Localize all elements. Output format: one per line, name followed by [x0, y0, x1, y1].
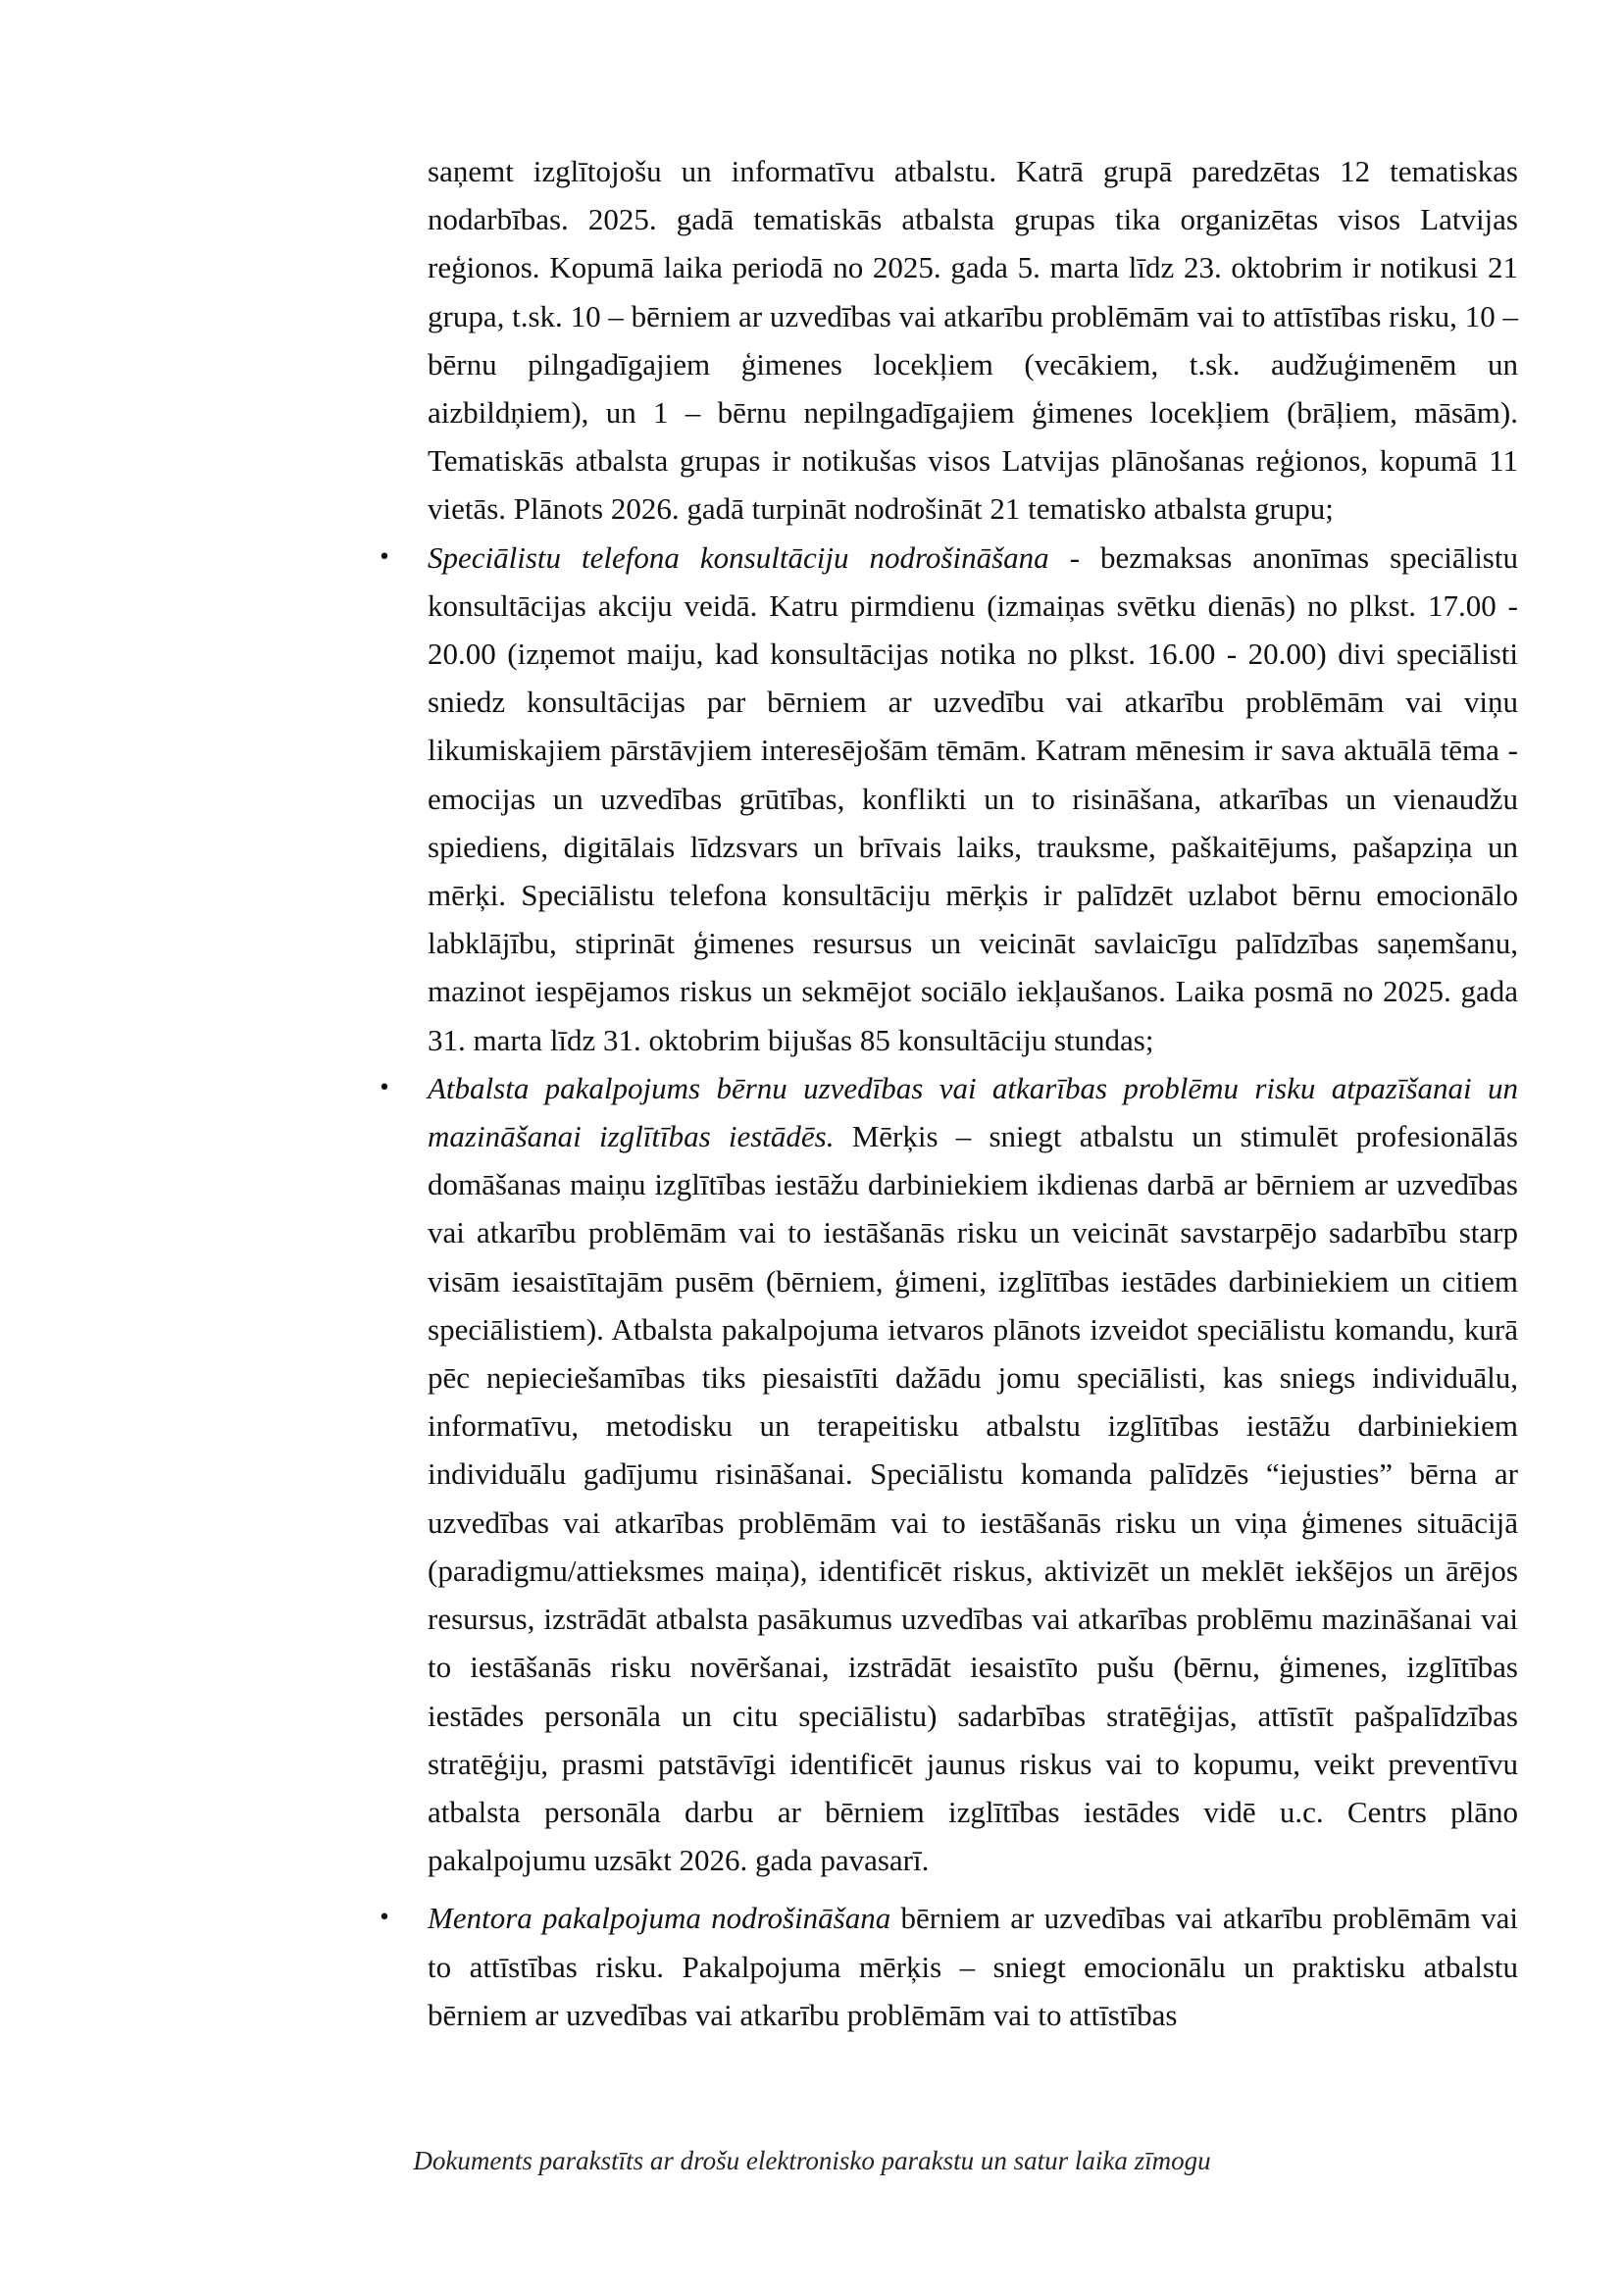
list-item-text [428, 1894, 1518, 2039]
list-item-phone-consultations [378, 534, 1518, 1064]
bullet-icon: • [378, 1906, 391, 1931]
list-item-title: Atbalsta pakalpojums bērnu uzvedības vai atkarības problēmu risku atpazīšanai un mazināšanai izglītības iestādēs. [428, 1070, 1518, 1154]
list-item-body: bērniem ar uzvedības vai atkarību problēmām vai to attīstības risku. Pakalpojuma mērķis – sniegt emocionālu un praktisku atbalstu bērniem ar uzvedības vai atkarību problēmām vai to attīstības [428, 1901, 1518, 2032]
list-item-text [428, 534, 1518, 1064]
list-item-school-support-service [378, 1064, 1518, 1884]
list-item-body: Mērķis – sniegt atbalstu un stimulēt profesionālās domāšanas maiņu izglītības iestāžu darbiniekiem ikdienas darbā ar bērniem ar uzvedības vai atkarību problēmām vai to iestāšanās risku un veicināt savstarpējo sadarbību starp visām iesaistītajām pusēm (bērniem, ģimeni, izglītības iestādes darbiniekiem un citiem speciālistiem). Atbalsta pakalpojuma ietvaros plānots izveidot speciālistu komandu, kurā pēc nepieciešamības tiks piesaistīti dažādu jomu speciālisti, kas sniegs individuālu, informatīvu, metodisku un terapeitisku atbalstu izglītības iestāžu darbiniekiem individuālu gadījumu risināšanai. Speciālistu komanda palīdzēs “iejusties” bērna ar uzvedības vai atkarības problēmām vai to iestāšanās risku un viņa ģimenes situācijā (paradigmu/attieksmes maiņa), identificēt riskus, aktivizēt un meklēt iekšējos un ārējos resursus, izstrādāt atbalsta pasākumus uzvedības vai atkarības problēmu mazināšanai vai to iestāšanās risku novēršanai, izstrādāt iesaistīto pušu (bērnu, ģimenes, izglītības iestādes personāla un citu speciālistu) sadarbības stratēģijas, attīstīt pašpalīdzības stratēģiju, prasmi patstāvīgi identificēt jaunus riskus vai to kopumu, veikt preventīvu atbalsta personāla darbu ar bērniem izglītības iestādes vidē u.c. Centrs plāno pakalpojumu uzsākt 2026. gada pavasarī. [428, 1119, 1518, 1878]
bullet-icon: • [378, 544, 391, 570]
bullet-icon: • [378, 1075, 391, 1100]
document-body [378, 147, 1518, 2039]
list-item-mentor-service [378, 1894, 1518, 2039]
signature-footer: Dokuments parakstīts ar drošu elektronisko parakstu un satur laika zīmogu [413, 2146, 1211, 2175]
list-item-title: Speciālistu telefona konsultāciju nodrošināšana [428, 539, 1049, 575]
continuation-paragraph: saņemt izglītojošu un informatīvu atbalstu. Katrā grupā paredzētas 12 tematiskas nodarbības. 2025. gadā tematiskās atbalsta grupas tika organizētas visos Latvijas reģionos. Kopumā laika periodā no 2025. gada 5. marta līdz 23. oktobrim ir notikusi 21 grupa, t.sk. 10 – bērniem ar uzvedības vai atkarību problēmām vai to attīstības risku, 10 – bērnu pilngadīgajiem ģimenes locekļiem (vecākiem, t.sk. audžuģimenēm un aizbildņiem), un 1 – bērnu nepilngadīgajiem ģimenes locekļiem (brāļiem, māsām). Tematiskās atbalsta grupas ir notikušas visos Latvijas plānošanas reģionos, kopumā 11 vietās. Plānots 2026. gadā turpināt nodrošināt 21 tematisko atbalsta grupu; [428, 154, 1518, 527]
list-item-body: - bezmaksas anonīmas speciālistu konsultācijas akciju veidā. Katru pirmdienu (izmaiņas svētku dienās) no plkst. 17.00 - 20.00 (izņemot maiju, kad konsultācijas notika no plkst. 16.00 - 20.00) divi speciālisti sniedz konsultācijas par bērniem ar uzvedību vai atkarību problēmām vai viņu likumiskajiem pārstāvjiem interesējošām tēmām. Katram mēnesim ir sava aktuālā tēma - emocijas un uzvedības grūtības, konflikti un to risināšana, atkarības un vienaudžu spiediens, digitālais līdzsvars un brīvais laiks, trauksme, paškaitējums, pašapziņa un mērķi. Speciālistu telefona konsultāciju mērķis ir palīdzēt uzlabot bērnu emocionālo labklājību, stiprināt ģimenes resursus un veicināt savlaicīgu palīdzības saņemšanu, mazinot iespējamos riskus un sekmējot sociālo iekļaušanos. Laika posmā no 2025. gada 31. marta līdz 31. oktobrim bijušas 85 konsultāciju stundas; [428, 539, 1518, 1057]
list-item-text [428, 1064, 1518, 1884]
service-list [378, 534, 1518, 2039]
list-item-title: Mentora pakalpojuma nodrošināšana [428, 1901, 891, 1936]
